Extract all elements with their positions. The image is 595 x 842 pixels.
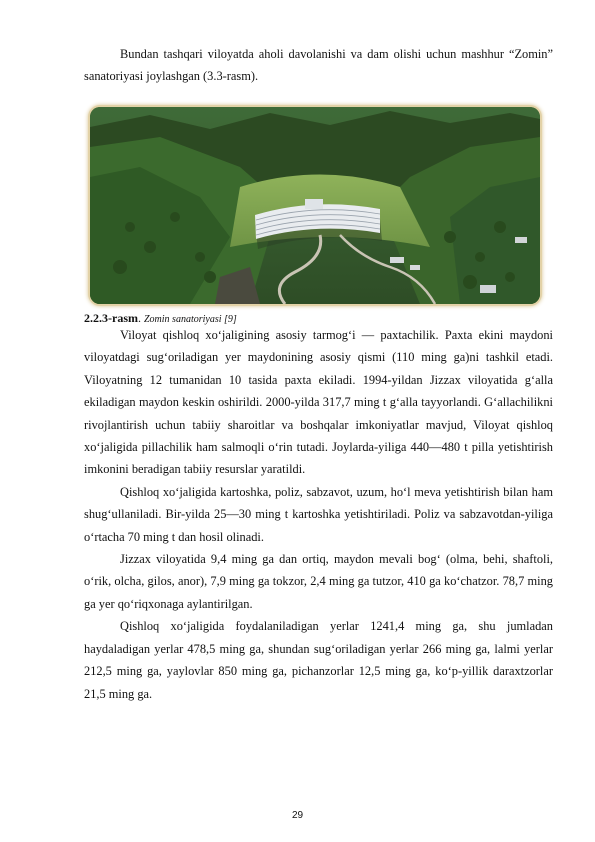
page-number: 29 [291, 810, 304, 821]
figure-caption-label: 2.2.3-rasm [84, 311, 138, 325]
paragraph-land-use: Qishloq xo‘jaligida foydalaniladigan yerlar 1241,4 ming ga, shu jumladan haydaladigan yerlar 478,5 ming ga, shundan sug‘oriladigan yerlar 266 ming ga, lalmi yerlar 212,5 ming ga, yaylovlar 850 ming ga, pichanzorlar 12,5 ming ga, ko‘p-yillik daraxtzorlar 21,5 ming ga. [84, 619, 553, 701]
paragraph-vegetables: Qishloq xo‘jaligida kartoshka, poliz, sabzavot, uzum, ho‘l meva yetishtirish bilan ham shug‘ullaniladi. Bir-yilda 25—30 ming t kartoshka yetishtiriladi. Poliz va sabzavotdan-yiliga o‘rtacha 70 ming t dan hosil olinadi. [84, 484, 553, 544]
intro-paragraph: Bundan tashqari viloyatda aholi davolanishi va dam olishi uchun mashhur “Zomin” sanatoriyasi joylashgan (3.3-rasm). [84, 47, 553, 84]
figure-caption-text: Zomin sanatoriyasi [9] [144, 314, 237, 325]
paragraph-orchards: Jizzax viloyatida 9,4 ming ga dan ortiq, maydon mevali bog‘ (olma, behi, shaftoli, o‘rik, olcha, gilos, anor), 7,9 ming ga tokzor, 2,4 ming ga tutzor, 410 ga ko‘chatzor. 78,7 ming ga yer qo‘riqxonaga aylantirilgan. [84, 552, 553, 611]
body-text [84, 324, 553, 705]
figure-caption-separator: . [138, 311, 144, 325]
intro-text [84, 43, 553, 88]
paragraph-cotton: Viloyat qishloq xo‘jaligining asosiy tarmog‘i — paxtachilik. Paxta ekini maydoni viloyatdagi sug‘oriladigan yer maydonining asosiy qismi (110 ming ga)ni tashkil etadi. Viloyatning 12 tumanidan 10 tasida paxta ekiladi. 1994-yildan Jizzax viloyatida g‘alla ekiladigan maydon keskin oshirildi. 2000-yilda 317,7 ming t g‘alla tayyorlandi. G‘allachilikni rivojlantirish uchun tabiiy sharoitlar va boshqalar imkoniyatlar mavjud, Viloyat qishloq xo‘jaligida pillachilik ham salmoqli o‘rin tutadi. Joylarda-yiliga 440—480 t pilla yetishtirish imkonini beradigan tabiiy resurslar yaratildi. [84, 328, 553, 477]
sanatorium-photo [90, 107, 540, 304]
